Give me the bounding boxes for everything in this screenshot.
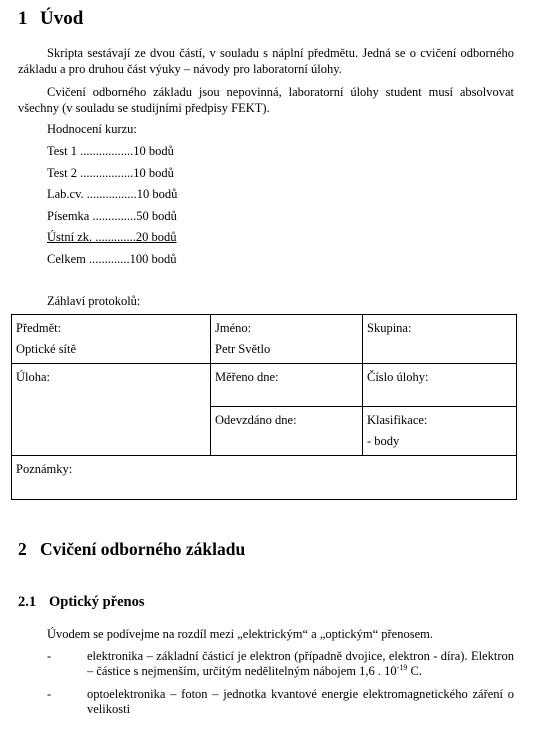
optical-intro: Úvodem se podívejme na rozdíl mezi „elektrickým“ a „optickým“ přenosem. bbox=[47, 627, 433, 641]
grading-row bbox=[47, 252, 177, 267]
jmeno-cell bbox=[211, 315, 363, 364]
grading-item-name: Celkem bbox=[47, 251, 86, 266]
grading-item-name: Test 1 bbox=[47, 144, 78, 158]
grading-points: 10 bodů bbox=[133, 144, 174, 158]
grading-points: 100 bodů bbox=[129, 251, 177, 266]
mereno-label: Měřeno dne: bbox=[215, 370, 279, 384]
text-part: C. bbox=[407, 664, 422, 678]
grading-dots: ............. bbox=[92, 230, 136, 244]
intro-text-1: Skripta sestávají ze dvou částí, v souladu s náplní předmětu. Jedná se o cvičení odborného základu a pro druhou část výuky – návody pro laboratorní úlohy. bbox=[18, 46, 514, 76]
grading-row bbox=[47, 144, 174, 159]
subsection-number: 2.1 bbox=[18, 594, 37, 610]
text-part: elektronika – základní částicí je elektron (případně dvojice, elektron - díra). Elektron – částice s nejmenším, určitým nedělitelným nábojem 1,6 . 10 bbox=[87, 649, 514, 678]
predmet-value: Optické sítě bbox=[16, 342, 77, 356]
jmeno-value: Petr Světlo bbox=[215, 342, 271, 356]
odevzdano-cell bbox=[211, 407, 363, 456]
grading-dots: ................. bbox=[77, 144, 134, 158]
grading-row bbox=[47, 187, 177, 202]
list-dash: - bbox=[47, 649, 52, 663]
section-number: 2 bbox=[18, 539, 27, 559]
cislo-cell bbox=[363, 364, 517, 407]
list-item-text bbox=[87, 649, 514, 679]
grading-points: 20 bodů bbox=[135, 230, 177, 244]
cislo-label: Číslo úlohy: bbox=[367, 370, 429, 384]
jmeno-label: Jméno: bbox=[215, 321, 252, 335]
protocol-header-table bbox=[11, 314, 517, 500]
predmet-cell bbox=[12, 315, 211, 364]
intro-paragraph-1 bbox=[18, 45, 514, 77]
grading-item-name: Ústní zk. bbox=[47, 230, 93, 244]
uloha-label: Úloha: bbox=[16, 370, 51, 384]
odevzdano-label: Odevzdáno dne: bbox=[215, 413, 297, 427]
predmet-label: Předmět: bbox=[16, 321, 62, 335]
uloha-cell bbox=[12, 364, 211, 456]
poznamky-label: Poznámky: bbox=[16, 462, 73, 476]
grading-dots: ................ bbox=[83, 187, 137, 201]
grading-row bbox=[47, 209, 177, 224]
protocol-heading: Záhlaví protokolů: bbox=[47, 294, 141, 308]
grading-item-name: Test 2 bbox=[47, 165, 78, 180]
superscript-exponent: -19 bbox=[396, 662, 408, 672]
intro-text-2: Cvičení odborného základu jsou nepovinná, laboratorní úlohy student musí absolvovat všechny (v souladu se studijními předpisy FEKT). bbox=[18, 85, 514, 115]
grading-dots: ................. bbox=[77, 165, 134, 180]
grading-item-name: Písemka bbox=[47, 208, 90, 223]
grading-points: 10 bodů bbox=[136, 187, 178, 201]
list-item-text: optoelektronika – foton – jednotka kvantové energie elektromagnetického záření o velikosti bbox=[87, 687, 514, 716]
subsection-title: Optický přenos bbox=[49, 594, 145, 610]
intro-paragraph-2 bbox=[18, 84, 514, 116]
grading-row bbox=[47, 166, 174, 181]
grading-heading: Hodnocení kurzu: bbox=[47, 122, 137, 136]
klasifikace-value: - body bbox=[367, 434, 400, 448]
grading-points: 50 bodů bbox=[136, 208, 177, 223]
section-title: Cvičení odborného základu bbox=[40, 539, 246, 559]
list-dash: - bbox=[47, 687, 52, 701]
poznamky-cell bbox=[12, 456, 517, 500]
klasifikace-label: Klasifikace: bbox=[367, 413, 428, 427]
mereno-cell bbox=[211, 364, 363, 407]
section-number: 1 bbox=[18, 8, 28, 29]
section-2-1-heading bbox=[18, 594, 144, 611]
grading-row bbox=[47, 230, 177, 245]
skupina-cell bbox=[363, 315, 517, 364]
skupina-label: Skupina: bbox=[367, 321, 412, 335]
grading-item-name: Lab.cv. bbox=[47, 187, 84, 201]
grading-dots: .............. bbox=[89, 208, 137, 223]
section-2-heading bbox=[18, 539, 245, 560]
section-1-heading bbox=[18, 8, 83, 30]
klasifikace-cell bbox=[363, 407, 517, 456]
section-title: Úvod bbox=[40, 8, 84, 29]
grading-points: 10 bodů bbox=[133, 165, 174, 180]
grading-dots: ............. bbox=[85, 251, 130, 266]
